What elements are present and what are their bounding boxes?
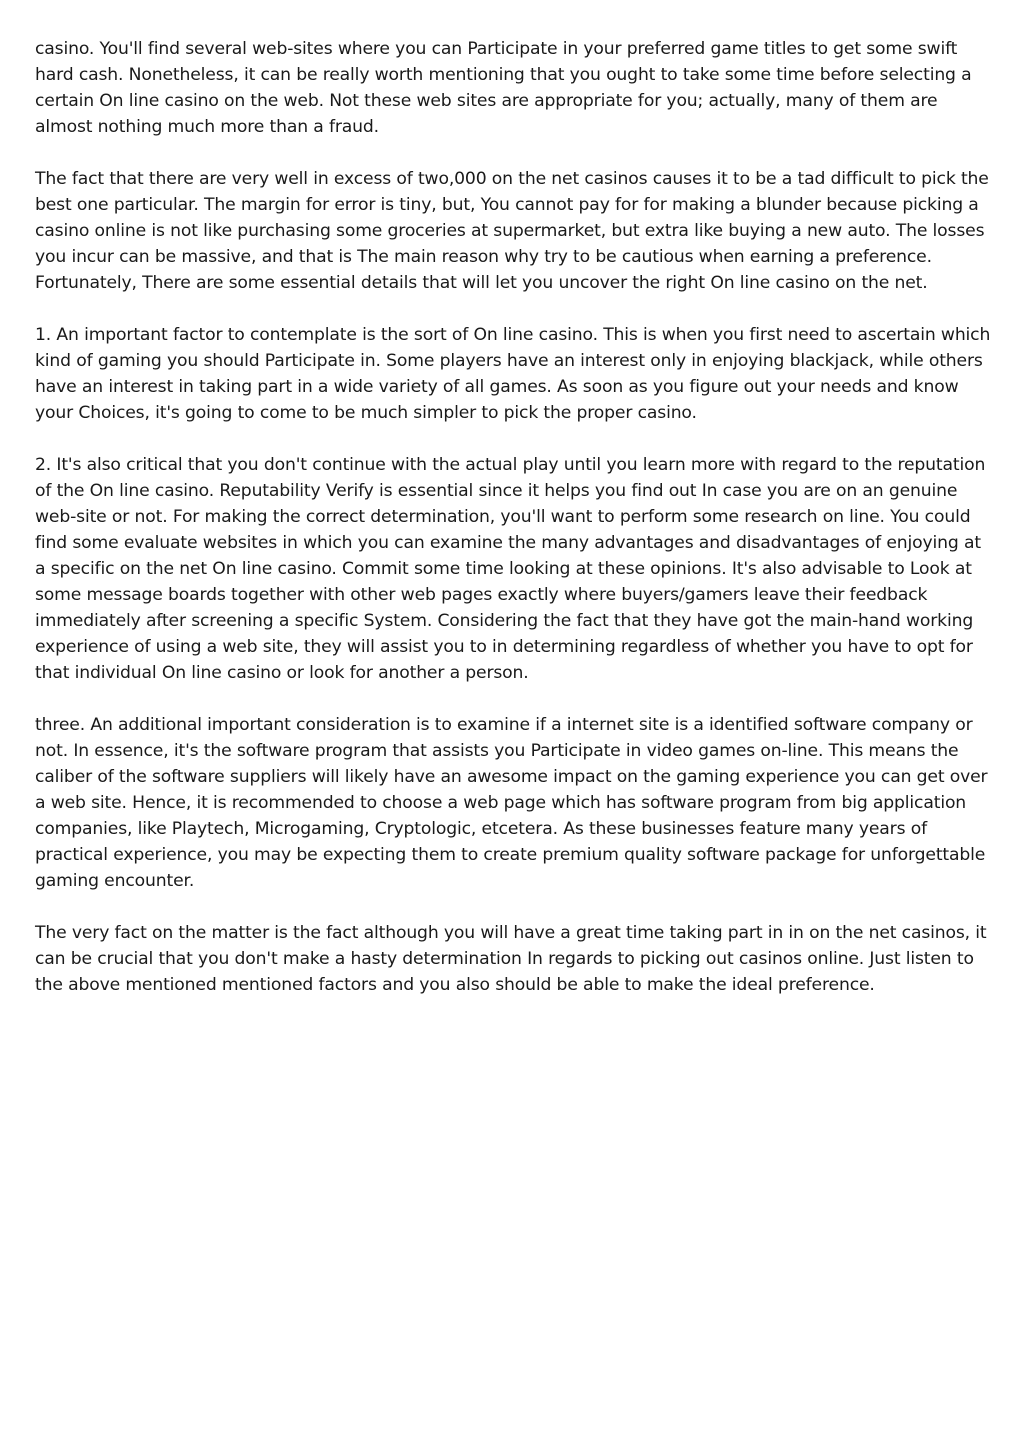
document-body	[35, 36, 995, 1024]
paragraph-choosing: The fact that there are very well in excess of two,000 on the net casinos causes it to be a tad difficult to pick the best one particular. The margin for error is tiny, but, You cannot pay for for making a blunder because picking a casino online is not like purchasing some groceries at supermarket, but extra like buying a new auto. The losses you incur can be massive, and that is The main reason why try to be cautious when earning a preference. Fortunately, There are some essential details that will let you uncover the right On line casino on the net.	[35, 169, 989, 293]
paragraph-intro: casino. You'll find several web-sites where you can Participate in your preferred game titles to get some swift hard cash. Nonetheless, it can be really worth mentioning that you ought to take some time before selecting a certain On line casino on the web. Not these web sites are appropriate for you; actually, many of them are almost nothing much more than a fraud.	[35, 39, 972, 137]
paragraph-point-3: three. An additional important consideration is to examine if a internet site is a identified software company or not. In essence, it's the software program that assists you Participate in video games on-line. This means the caliber of the software suppliers will likely have an awesome impact on the gaming experience you can get over a web site. Hence, it is recommended to choose a web page which has software program from big application companies, like Playtech, Microgaming, Cryptologic, etcetera. As these businesses feature many years of practical experience, you may be expecting them to create premium quality software package for unforgettable gaming encounter.	[35, 715, 988, 891]
paragraph-conclusion: The very fact on the matter is the fact although you will have a great time taking part in in on the net casinos, it can be crucial that you don't make a hasty determination In regards to picking out casinos online. Just listen to the above mentioned mentioned factors and you also should be able to make the ideal preference.	[35, 923, 987, 995]
paragraph-point-1: 1. An important factor to contemplate is the sort of On line casino. This is when you first need to ascertain which kind of gaming you should Participate in. Some players have an interest only in enjoying blackjack, while others have an interest in taking part in a wide variety of all games. As soon as you figure out your needs and know your Choices, it's going to come to be much simpler to pick the proper casino.	[35, 325, 991, 423]
paragraph-point-2: 2. It's also critical that you don't continue with the actual play until you learn more with regard to the reputation of the On line casino. Reputability Verify is essential since it helps you find out In case you are on an genuine web-site or not. For making the correct determination, you'll want to perform some research on line. You could find some evaluate websites in which you can examine the many advantages and disadvantages of enjoying at a specific on the net On line casino. Commit some time looking at these opinions. It's also advisable to Look at some message boards together with other web pages exactly where buyers/gamers leave their feedback immediately after screening a specific System. Considering the fact that they have got the main-hand working experience of using a web site, they will assist you to in determining regardless of whether you have to opt for that individual On line casino or look for another a person.	[35, 455, 986, 683]
